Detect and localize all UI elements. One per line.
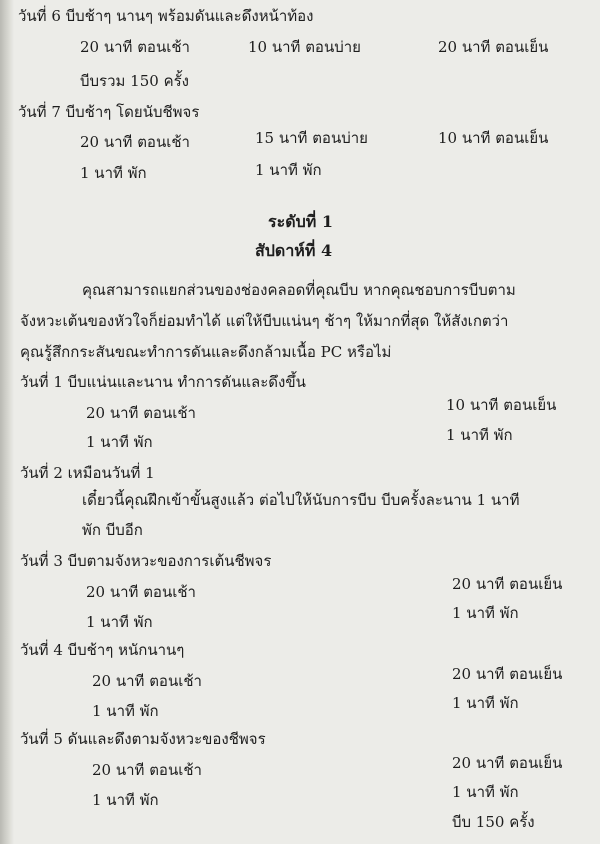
day6-evening: 20 นาที ตอนเย็น (438, 38, 549, 56)
w4-day4-header: วันที่ 4 บีบช้าๆ หนักนานๆ (20, 641, 185, 659)
w4-day5-rest-1: 1 นาที พัก (92, 791, 159, 809)
day7-afternoon: 15 นาที ตอนบ่าย (255, 129, 368, 147)
day7-rest-2: 1 นาที พัก (255, 161, 322, 179)
day6-header: วันที่ 6 บีบช้าๆ นานๆ พร้อมดันและดึงหน้าท้อง (18, 7, 314, 25)
intro-line-1: คุณสามารถแยกส่วนของช่องคลอดที่คุณบีบ หากคุณชอบการบีบตาม (82, 281, 516, 299)
w4-day3-morning: 20 นาที ตอนเช้า (86, 583, 196, 601)
w4-day5-morning: 20 นาที ตอนเช้า (92, 761, 202, 779)
w4-day3-rest-2: 1 นาที พัก (452, 604, 519, 622)
w4-day1-evening: 10 นาที ตอนเย็น (446, 396, 557, 414)
level-heading: ระดับที่ 1 (268, 212, 333, 231)
w4-day1-morning: 20 นาที ตอนเช้า (86, 404, 196, 422)
w4-day3-header: วันที่ 3 บีบตามจังหวะของการเต้นชีพจร (20, 552, 272, 570)
w4-day2-body-2: พัก บีบอีก (82, 521, 143, 539)
day7-header: วันที่ 7 บีบช้าๆ โดยนับชีพจร (18, 103, 200, 121)
week-heading: สัปดาห์ที่ 4 (255, 241, 333, 260)
day7-rest-1: 1 นาที พัก (80, 164, 147, 182)
w4-day3-rest-1: 1 นาที พัก (86, 613, 153, 631)
w4-day2-header: วันที่ 2 เหมือนวันที่ 1 (20, 464, 155, 482)
day7-evening: 10 นาที ตอนเย็น (438, 129, 549, 147)
w4-day4-morning: 20 นาที ตอนเช้า (92, 672, 202, 690)
w4-day5-evening: 20 นาที ตอนเย็น (452, 754, 563, 772)
w4-day5-rest-2: 1 นาที พัก (452, 783, 519, 801)
day6-morning: 20 นาที ตอนเช้า (80, 38, 190, 56)
intro-line-3: คุณรู้สึกกระสันขณะทำการดันและดึงกล้ามเนื้อ PC หรือไม่ (20, 343, 392, 361)
w4-day4-rest-1: 1 นาที พัก (92, 702, 159, 720)
w4-day1-header: วันที่ 1 บีบแน่นและนาน ทำการดันและดึงขึ้น (20, 373, 306, 391)
w4-day5-total: บีบ 150 ครั้ง (452, 813, 535, 831)
day6-afternoon: 10 นาที ตอนบ่าย (248, 38, 361, 56)
w4-day2-body-1: เดี๋ยวนี้คุณฝึกเข้าขั้นสูงแล้ว ต่อไปให้นับการบีบ บีบครั้งละนาน 1 นาที (82, 491, 520, 509)
w4-day4-evening: 20 นาที ตอนเย็น (452, 665, 563, 683)
w4-day4-rest-2: 1 นาที พัก (452, 694, 519, 712)
day6-total: บีบรวม 150 ครั้ง (80, 72, 189, 90)
w4-day3-evening: 20 นาที ตอนเย็น (452, 575, 563, 593)
w4-day1-rest-1: 1 นาที พัก (86, 433, 153, 451)
intro-line-2: จังหวะเต้นของหัวใจก็ย่อมทำได้ แต่ให้บีบแน่นๆ ช้าๆ ให้มากที่สุด ให้สังเกตว่า (20, 312, 509, 330)
w4-day1-rest-2: 1 นาที พัก (446, 426, 513, 444)
day7-morning: 20 นาที ตอนเช้า (80, 133, 190, 151)
w4-day5-header: วันที่ 5 ดันและดึงตามจังหวะของชีพจร (20, 730, 266, 748)
